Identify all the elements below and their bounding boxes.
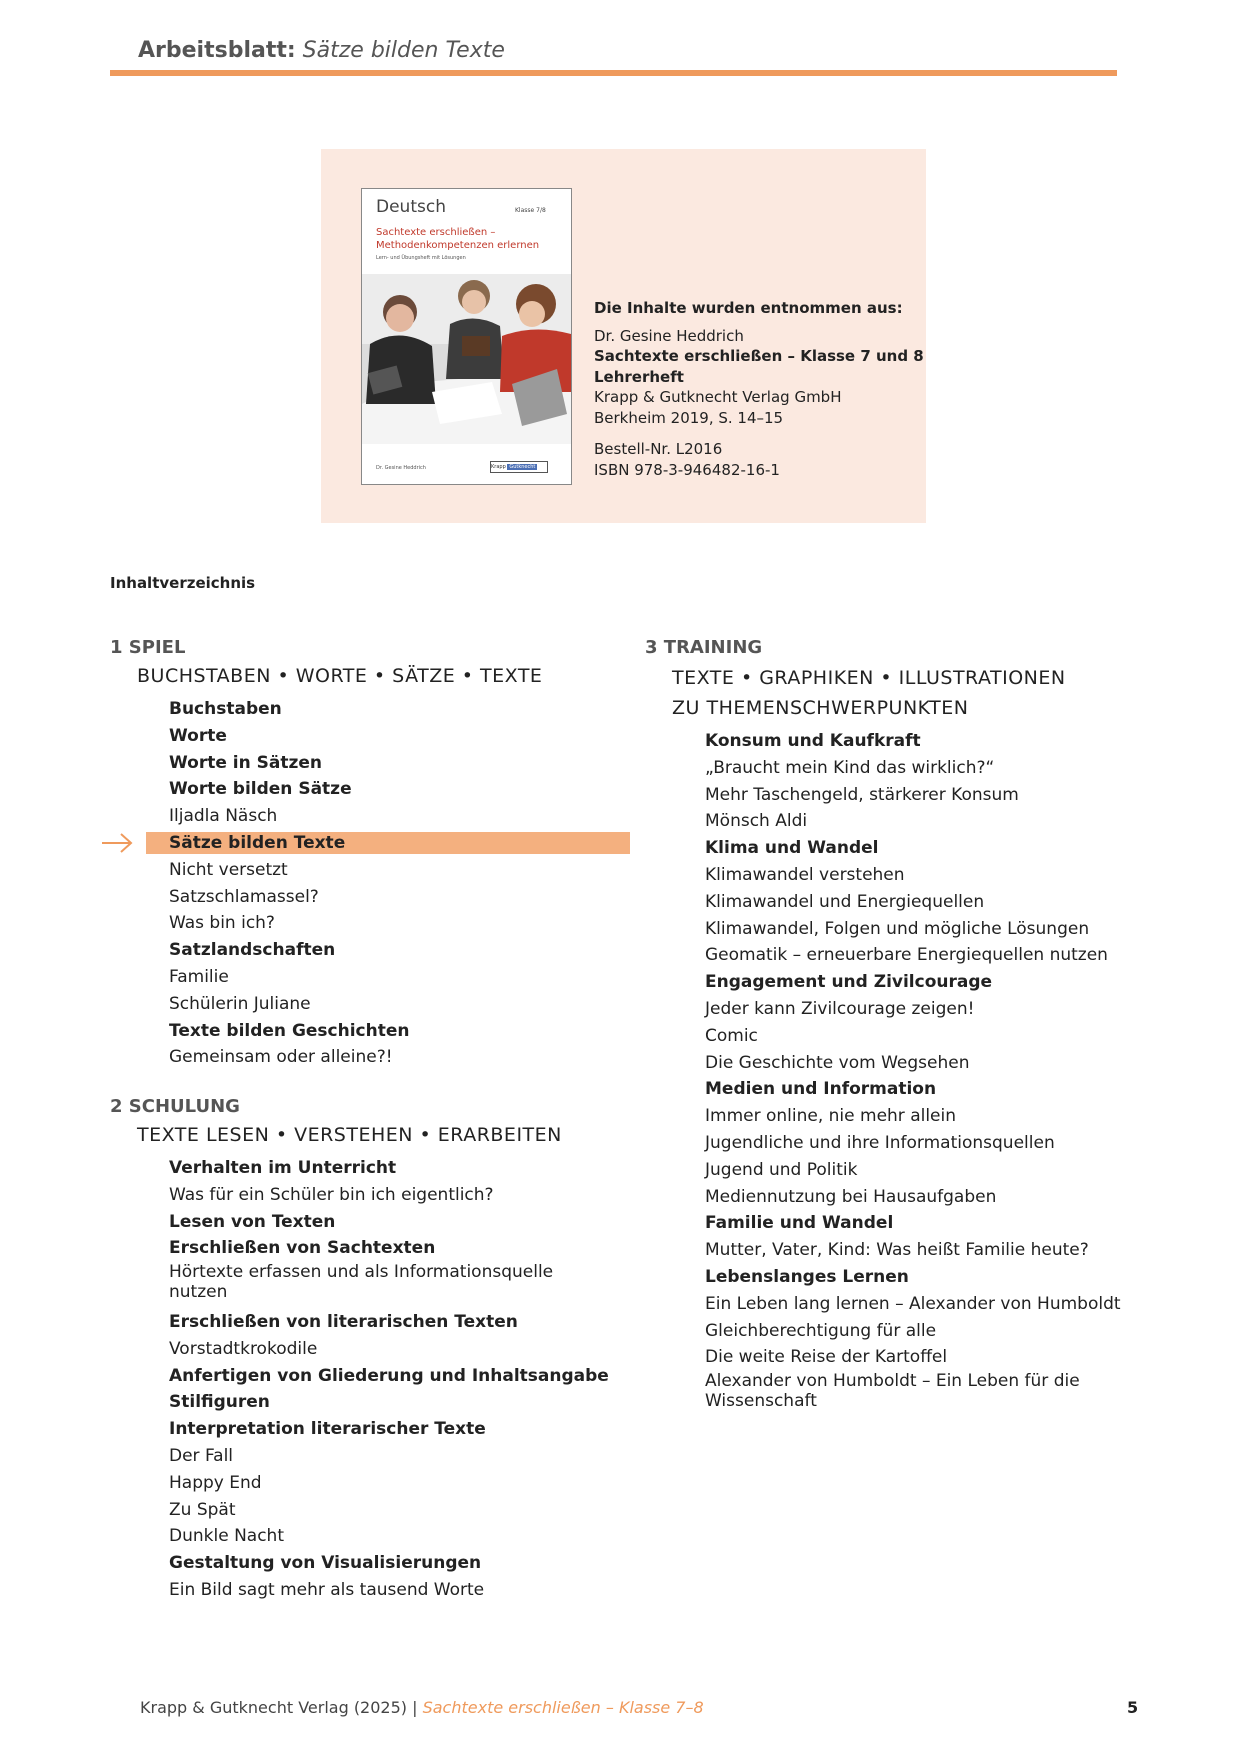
publisher-logo — [490, 461, 548, 473]
cover-subject: Deutsch — [376, 197, 446, 217]
toc-item: Worte — [169, 725, 227, 746]
toc-item: Konsum und Kaufkraft — [705, 731, 921, 751]
toc-item: Engagement und Zivilcourage — [705, 972, 993, 993]
section-heading: 2 SCHULUNG — [110, 1096, 240, 1117]
footer — [140, 1698, 704, 1717]
toc-item: Klimawandel, Folgen und mögliche Lösungen — [705, 918, 1090, 939]
toc-item: Anfertigen von Gliederung und Inhaltsangabe — [169, 1365, 609, 1386]
book-cover — [361, 188, 572, 485]
section-subheading: TEXTE • GRAPHIKEN • ILLUSTRATIONEN — [672, 667, 1066, 689]
toc-item: Buchstaben — [169, 699, 282, 719]
toc-item: Hörtexte erfassen und als Informationsquelle nutzen — [169, 1262, 554, 1303]
section-heading: 3 TRAINING — [645, 637, 763, 658]
toc-item: Jugendliche und ihre Informationsquellen — [705, 1132, 1055, 1153]
toc-list — [705, 728, 1125, 1418]
toc-item: Die Geschichte vom Wegsehen — [705, 1052, 970, 1073]
toc-item: Gemeinsam oder alleine?! — [169, 1047, 393, 1068]
toc-item: Vorstadtkrokodile — [169, 1338, 318, 1359]
toc-item: Klima und Wandel — [705, 838, 879, 859]
header-divider — [110, 70, 1117, 76]
toc-item: Dunkle Nacht — [169, 1526, 284, 1547]
toc-item: Satzlandschaften — [169, 940, 336, 961]
toc-item: Lebenslanges Lernen — [705, 1266, 909, 1287]
page-number: 5 — [1127, 1698, 1139, 1717]
arrow-right-icon — [100, 832, 136, 854]
section-subheading: BUCHSTABEN • WORTE • SÄTZE • TEXTE — [137, 665, 543, 687]
source-isbn: ISBN 978-3-946482-16-1 — [594, 460, 780, 479]
toc-item: Jugend und Politik — [705, 1159, 858, 1180]
source-info — [594, 298, 924, 480]
toc-item: Stilfiguren — [169, 1392, 270, 1413]
toc-item: Schülerin Juliane — [169, 993, 311, 1014]
source-title: Sachtexte erschließen – Klasse 7 und 8 — [594, 347, 924, 365]
section-subheading: TEXTE LESEN • VERSTEHEN • ERARBEITEN — [137, 1124, 562, 1146]
toc-item: Jeder kann Zivilcourage zeigen! — [705, 998, 975, 1019]
source-author: Dr. Gesine Heddrich — [594, 326, 744, 345]
toc-item: Nicht versetzt — [169, 859, 288, 880]
toc-item: Klimawandel und Energiequellen — [705, 891, 985, 912]
section-heading: 1 SPIEL — [110, 637, 186, 658]
toc-item: Medien und Information — [705, 1079, 937, 1100]
source-place: Berkheim 2019, S. 14–15 — [594, 408, 784, 427]
toc-item: Familie und Wandel — [705, 1213, 894, 1234]
toc-item: Mehr Taschengeld, stärkerer Konsum — [705, 784, 1019, 805]
cover-photo — [362, 274, 571, 444]
toc-item: Erschließen von Sachtexten — [169, 1238, 436, 1259]
cover-author: Dr. Gesine Heddrich — [376, 465, 426, 471]
toc-item: Verhalten im Unterricht — [169, 1158, 397, 1178]
toc-item: Immer online, nie mehr allein — [705, 1106, 957, 1127]
source-edition: Lehrerheft — [594, 367, 684, 386]
toc-item: Gleichberechtigung für alle — [705, 1320, 937, 1341]
source-intro: Die Inhalte wurden entnommen aus: — [594, 299, 903, 317]
toc-item: Was für ein Schüler bin ich eigentlich? — [169, 1184, 494, 1205]
toc-item: Ein Leben lang lernen – Alexander von Humboldt — [705, 1293, 1121, 1314]
source-order-no: Bestell-Nr. L2016 — [594, 440, 723, 458]
toc-item: Erschließen von literarischen Texten — [169, 1311, 518, 1332]
toc-item: Happy End — [169, 1472, 262, 1493]
toc-item: Mutter, Vater, Kind: Was heißt Familie heute? — [705, 1240, 1089, 1261]
toc-item: Die weite Reise der Kartoffel — [705, 1347, 948, 1368]
toc-item: Gestaltung von Visualisierungen — [169, 1553, 482, 1574]
toc-item: „Braucht mein Kind das wirklich?“ — [705, 757, 995, 778]
cover-class: Klasse 7/8 — [515, 207, 546, 214]
toc-item: Zu Spät — [169, 1499, 236, 1520]
toc-item: Klimawandel verstehen — [705, 864, 905, 885]
toc-item: Lesen von Texten — [169, 1211, 336, 1232]
toc-item: Worte in Sätzen — [169, 752, 322, 773]
publisher-logo-a: Krapp — [491, 464, 506, 470]
cover-title-line1: Sachtexte erschließen – — [376, 227, 496, 238]
toc-item-current: Sätze bilden Texte — [169, 832, 346, 853]
toc-item: Alexander von Humboldt – Ein Leben für die Wissenschaft — [705, 1371, 1080, 1412]
footer-publisher: Krapp & Gutknecht Verlag (2025) | — [140, 1698, 418, 1717]
toc-title: Inhaltverzeichnis — [110, 574, 256, 592]
cover-subtitle: Lern- und Übungsheft mit Lösungen — [376, 255, 466, 261]
toc-item: Interpretation literarischer Texte — [169, 1419, 486, 1440]
source-publisher: Krapp & Gutknecht Verlag GmbH — [594, 388, 842, 406]
footer-series: Sachtexte erschließen – Klasse 7–8 — [422, 1698, 704, 1717]
toc-item: Familie — [169, 966, 229, 987]
cover-title-line2: Methodenkompetenzen erlernen — [376, 240, 540, 251]
worksheet-header — [138, 38, 505, 63]
publisher-logo-b: Gutknecht — [509, 464, 536, 470]
toc-item: Satzschlamassel? — [169, 886, 319, 907]
toc-item: Texte bilden Geschichten — [169, 1020, 410, 1041]
section-subheading: ZU THEMENSCHWERPUNKTEN — [672, 697, 969, 719]
toc-item: Iljadla Näsch — [169, 806, 278, 827]
toc-item: Was bin ich? — [169, 913, 275, 934]
toc-item: Geomatik – erneuerbare Energiequellen nutzen — [705, 945, 1108, 966]
header-title: Sätze bilden Texte — [302, 38, 505, 63]
toc-item: Mönsch Aldi — [705, 811, 808, 832]
toc-item: Comic — [705, 1025, 758, 1046]
toc-item: Worte bilden Sätze — [169, 779, 352, 800]
toc-item: Mediennutzung bei Hausaufgaben — [705, 1186, 997, 1207]
toc-item: Ein Bild sagt mehr als tausend Worte — [169, 1579, 485, 1600]
header-label: Arbeitsblatt: — [138, 38, 296, 63]
toc-list — [169, 696, 609, 1071]
toc-item: Der Fall — [169, 1445, 234, 1466]
toc-list — [169, 1155, 609, 1604]
